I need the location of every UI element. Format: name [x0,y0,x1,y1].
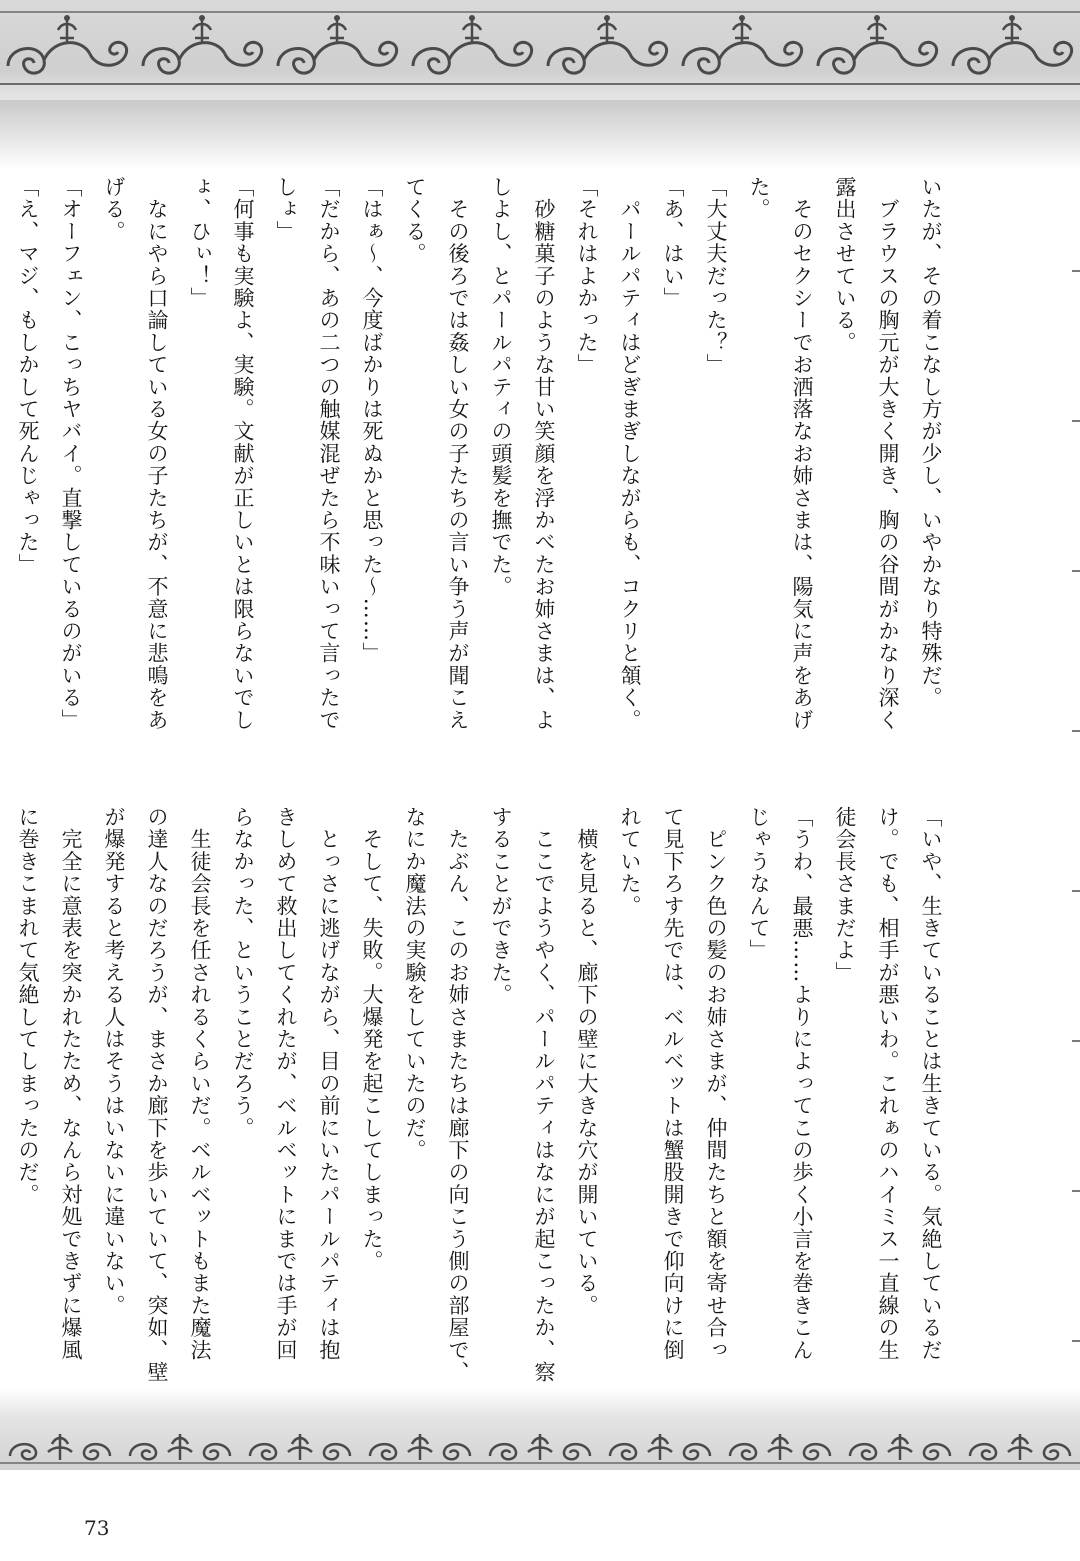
text-line: ここでようやく、パールパティはなにが起こったか、察 [532,806,556,1384]
text-line: 「だから、あの二つの触媒混ぜたら不味いって言ったで [317,176,341,731]
text-line: て見下ろす先では、ベルベットは蟹股開きで仰向けに倒 [661,806,685,1361]
text-line: なにか魔法の実験をしていたのだ。 [403,806,427,1162]
page-number: 73 [84,1516,110,1540]
text-line: ょ、ひぃ！」 [188,176,212,310]
text-line: することができた。 [489,806,513,1006]
text-line: 砂糖菓子のような甘い笑顔を浮かべたお姉さまは、よ [532,176,556,731]
text-line: ブラウスの胸元が大きく開き、胸の谷間がかなり深く [876,176,900,731]
text-line: しょ」 [274,176,298,243]
top-border-shadow [0,100,1080,170]
text-line: とっさに逃げながら、目の前にいたパールパティは抱 [317,806,341,1361]
text-line: その後ろでは姦しい女の子たちの言い争う声が聞こえ [446,176,470,731]
right-margin-ticks [1070,230,1080,1430]
text-line: てくる。 [403,176,427,265]
text-line: が爆発すると考える人はそうはいないに違いない。 [102,806,126,1317]
text-line: らなかった、ということだろう。 [231,806,255,1139]
text-line: 「はぁ～、今度ばかりは死ぬかと思った～……」 [360,176,384,665]
text-line: に巻きこまれて気絶してしまったのだ。 [16,806,40,1206]
text-line: 露出させている。 [833,176,857,354]
text-line: け。でも、相手が悪いわ。これぁのハイミス一直線の生 [876,806,900,1361]
text-line: た。 [747,176,771,221]
text-line: 「いや、生きていることは生きている。気絶しているだ [919,806,943,1361]
text-line: 「何事も実験よ、実験。文献が正しいとは限らないでし [231,176,255,731]
text-line: 「うわ、最悪……よりによってこの歩く小言を巻きこん [790,806,814,1361]
text-line: 「え、マジ、もしかして死んじゃった」 [16,176,40,576]
text-line: れていた。 [618,806,642,917]
top-scroll-ornament-icon [0,8,1080,92]
text-line: 完全に意表を突かれたため、なんら対処できずに爆風 [59,806,83,1361]
text-line: そして、失敗。大爆発を起こしてしまった。 [360,806,384,1273]
upper-text-block [0,176,952,776]
text-line [0,176,6,776]
text-line: そのセクシーでお洒落なお姉さまは、陽気に声をあげ [790,176,814,731]
text-line: 「あ、はい」 [661,176,685,310]
text-line: 「大丈夫だった？」 [704,176,728,376]
text-line: しよし、とパールパティの頭髪を撫でた。 [489,176,513,598]
text-line: 生徒会長を任されるくらいだ。ベルベットもまた魔法 [188,806,212,1361]
text-line: ピンク色の髪のお姉さまが、仲間たちと額を寄せ合っ [704,806,728,1361]
text-line: きしめて救出してくれたが、ベルベットにまでは手が回 [274,806,298,1361]
text-line: 横を見ると、廊下の壁に大きな穴が開いている。 [575,806,599,1317]
lower-text-block [0,806,952,1406]
text-line: じゃうなんて」 [747,806,771,962]
text-line [0,806,6,1406]
text-line: の達人なのだろうが、まさか廊下を歩いていて、突如、壁 [145,806,169,1384]
text-line: 「オーフェン、こっちヤバイ。直撃しているのがいる」 [59,176,83,731]
text-line: 徒会長さまだよ」 [833,806,857,984]
text-line: げる。 [102,176,126,243]
text-line: なにやら口論している女の子たちが、不意に悲鳴をあ [145,176,169,731]
text-line: たぶん、このお姉さまたちは廊下の向こう側の部屋で、 [446,806,470,1384]
bottom-scroll-ornament-icon [0,1426,1080,1466]
text-line: パールパティはどぎまぎしながらも、コクリと頷く。 [618,176,642,731]
text-line: 「それはよかった」 [575,176,599,376]
text-line: いたが、その着こなし方が少し、いやかなり特殊だ。 [919,176,943,709]
